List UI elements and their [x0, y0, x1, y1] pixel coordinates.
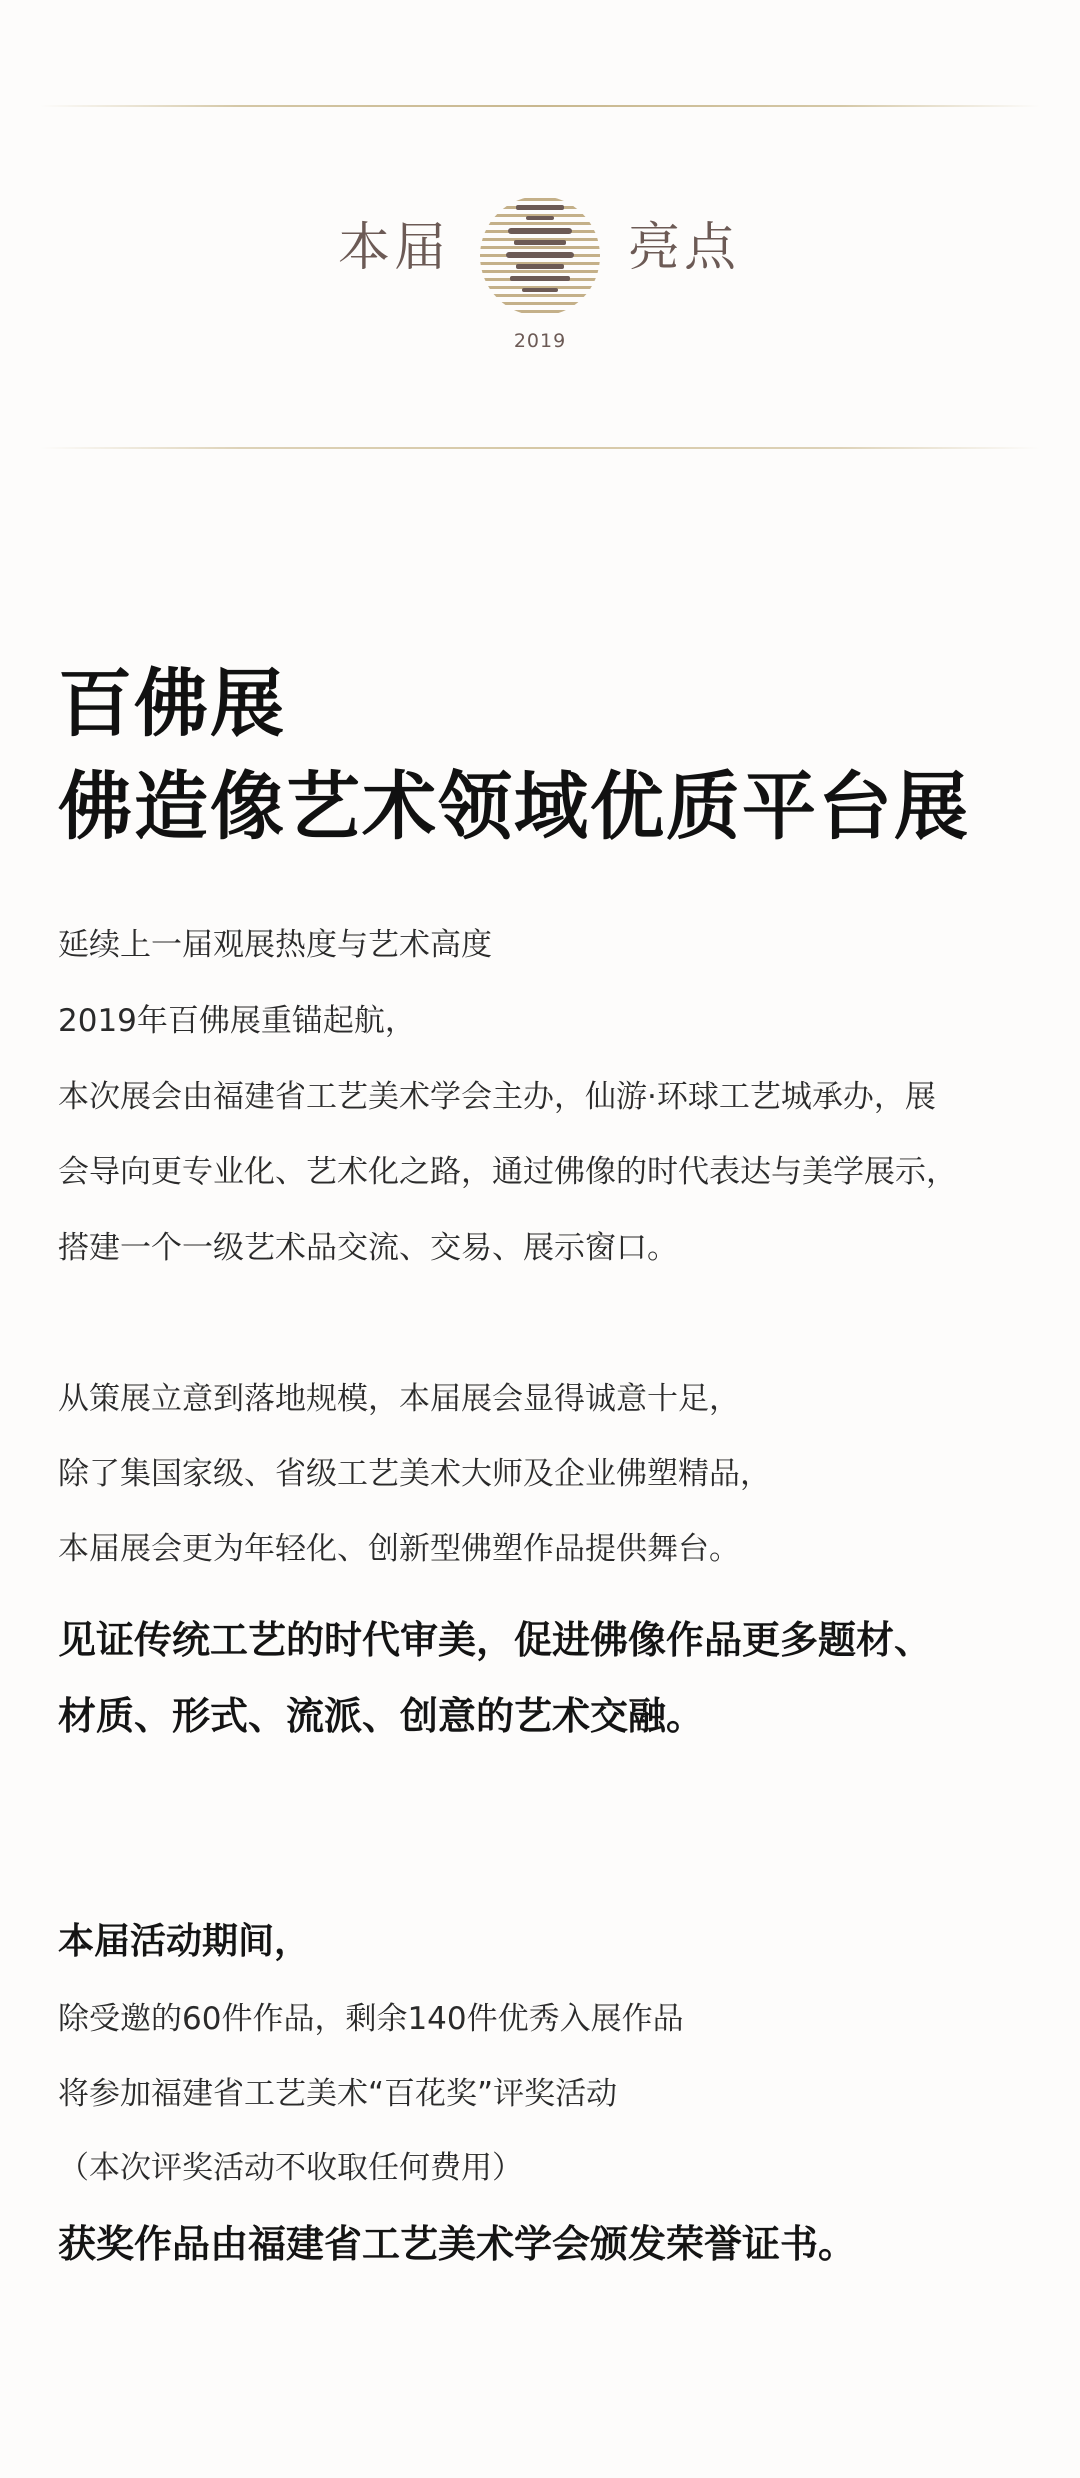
- activity-line: 除受邀的60件作品，剩余140件优秀入展作品: [58, 2001, 684, 2037]
- main-title-line-2: 佛造像艺术领域优质平台展: [58, 764, 970, 850]
- header-left-word: 本届: [338, 218, 451, 278]
- header-top-divider: [40, 105, 1040, 107]
- header-right-word: 亮点: [628, 218, 741, 278]
- intro-line: 会导向更专业化、艺术化之路，通过佛像的时代表达与美学展示，: [58, 1154, 957, 1190]
- main-title-line-1: 百佛展: [58, 661, 286, 747]
- header-bottom-divider: [40, 447, 1040, 449]
- highlight-line: 材质、形式、流派、创意的艺术交融。: [58, 1694, 705, 1738]
- intro-line: 搭建一个一级艺术品交流、交易、展示窗口。: [58, 1230, 678, 1266]
- scale-line: 本届展会更为年轻化、创新型佛塑作品提供舞台。: [58, 1531, 740, 1567]
- activity-line: 将参加福建省工艺美术“百花奖”评奖活动: [58, 2076, 618, 2112]
- scale-line: 除了集国家级、省级工艺美术大师及企业佛塑精品，: [58, 1456, 771, 1492]
- activity-heading: 本届活动期间，: [58, 1921, 311, 1962]
- intro-line: 延续上一届观展热度与艺术高度: [58, 927, 492, 963]
- intro-line: 本次展会由福建省工艺美术学会主办，仙游·环球工艺城承办，展: [58, 1079, 936, 1115]
- header-year: 2019: [513, 330, 567, 352]
- highlight-line: 见证传统工艺的时代审美，促进佛像作品更多题材、: [58, 1618, 933, 1662]
- intro-line: 2019年百佛展重锚起航，: [58, 1003, 416, 1039]
- scale-line: 从策展立意到落地规模，本届展会显得诚意十足，: [58, 1381, 740, 1417]
- activity-line: （本次评奖活动不收取任何费用）: [58, 2150, 523, 2186]
- activity-closing: 获奖作品由福建省工艺美术学会颁发荣誉证书。: [58, 2222, 857, 2266]
- striped-circle-emblem-icon: [476, 192, 604, 320]
